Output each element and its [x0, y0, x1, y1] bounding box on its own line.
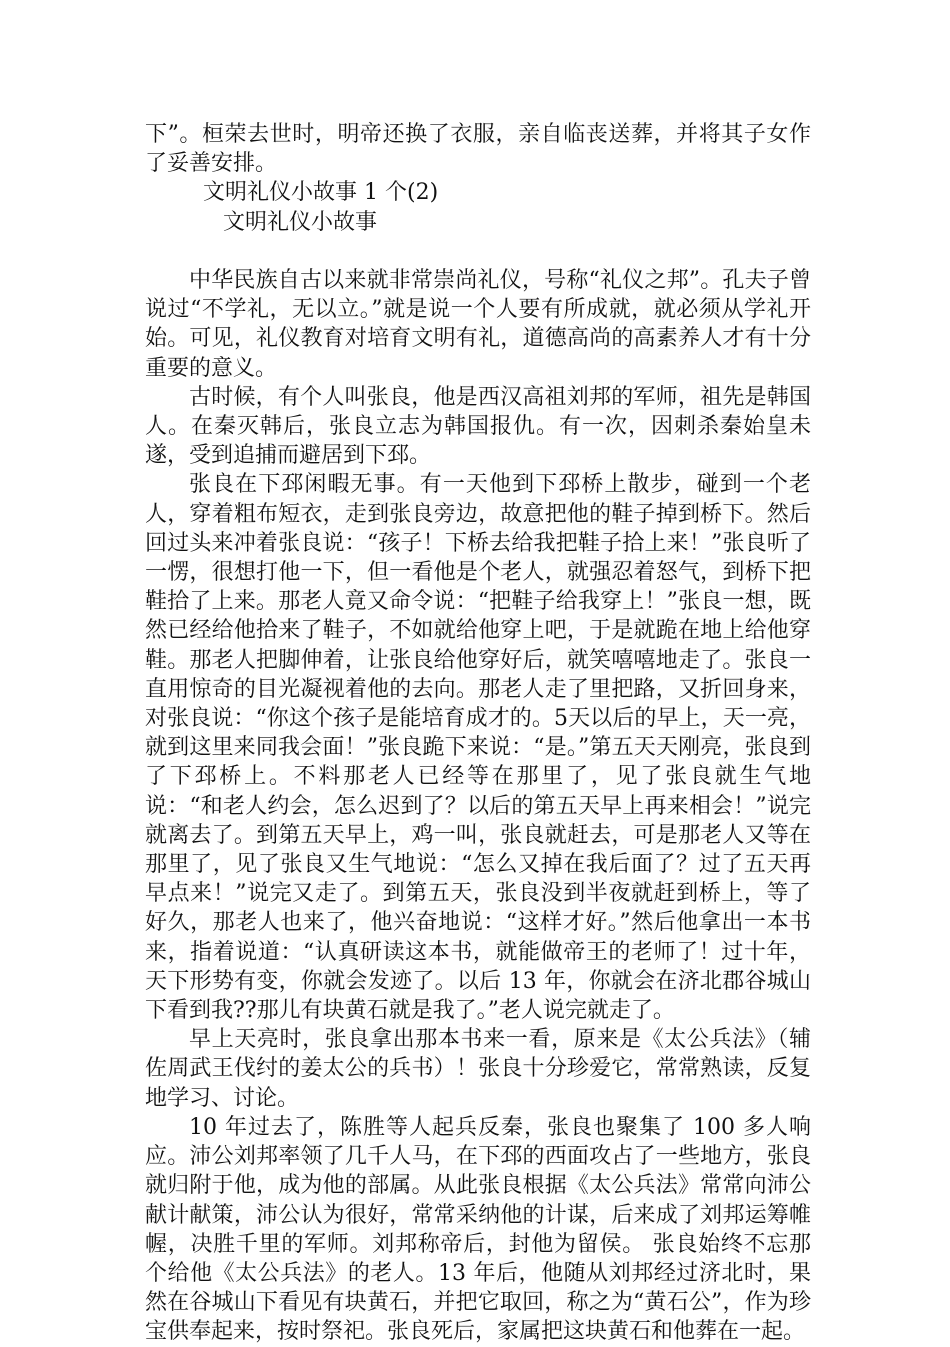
section-heading: 文明礼仪小故事 1 个(2)	[203, 180, 439, 206]
paragraph-bridge-story: 张良在下邳闲暇无事。有一天他到下邳桥上散步，碰到一个老人，穿着粗布短衣，走到张良旁边，故意把他的鞋子掉到桥下。然后回过头来冲着张良说：“孩子！下桥去给我把鞋子拾上来！”张良听了一愣，很想打他一下，但一看他是个老人，就强忍着怒气，到桥下把鞋拾了上来。那老人竟又命令说：“把鞋子给我穿上！”张良一想，既然已经给他拾来了鞋子，不如就给他穿上吧，于是就跪在地上给他穿鞋。那老人把脚伸着，让张良给他穿好后，就笑嘻嘻地走了。张良一直用惊奇的目光凝视着他的去向。那老人走了里把路，又折回身来，对张良说：“你这个孩子是能培育成才的。5天以后的早上，天一亮，就到这里来同我会面！”张良跪下来说：“是。”第五天天刚亮，张良到了下邳桥上。不料那老人已经等在那里了，见了张良就生气地说：“和老人约会，怎么迟到了？以后的第五天早上再来相会！”说完就离去了。到第五天早上，鸡一叫，张良就赶去，可是那老人又等在那里了，见了张良又生气地说：“怎么又掉在我后面了？过了五天再早点来！”说完又走了。到第五天，张良没到半夜就赶到桥上，等了好久，那老人也来了，他兴奋地说：“这样才好。”然后他拿出一本书来，指着说道：“认真研读这本书，就能做帝王的老师了！过十年，天下形势有变，你就会发迹了。以后 13 年，你就会在济北郡谷城山下看到我??那儿有块黄石就是我了。”老人说完就走了。	[145, 472, 811, 1024]
paragraph-zhang-liang-origin: 古时候，有个人叫张良，他是西汉高祖刘邦的军师，祖先是韩国人。在秦灭韩后，张良立志为韩国报仇。有一次，因刺杀秦始皇未遂，受到追捕而避居到下邳。	[145, 384, 811, 469]
intro-fragment: 下”。桓荣去世时，明帝还换了衣服，亲自临丧送葬，并将其子女作了妥善安排。	[145, 122, 811, 177]
paragraph-conclusion: 10 年过去了，陈胜等人起兵反秦，张良也聚集了 100 多人响应。沛公刘邦率领了几千人马，在下邳的西面攻占了一些地方，张良就归附于他，成为他的部属。从此张良根据《太公兵法》常常向沛公献计献策，沛公认为很好，常常采纳他的计谋，后来成了刘邦运筹帷幄，决胜千里的军师。刘邦称帝后，封他为留侯。 张良始终不忘那个给他《太公兵法》的老人。13 年后，他随从刘邦经过济北时，果然在谷城山下看见有块黄石，并把它取回，称之为“黄石公”，作为珍宝供奉起来，按时祭祀。张良死后，家属把这块黄石和他葬在一起。	[145, 1114, 811, 1345]
paragraph-book-discovery: 早上天亮时，张良拿出那本书来一看，原来是《太公兵法》（辅佐周武王伐纣的姜太公的兵书）！张良十分珍爱它，常常熟读，反复地学习、讨论。	[145, 1027, 811, 1111]
document-page	[145, 120, 811, 1347]
story-title: 文明礼仪小故事	[223, 209, 378, 235]
paragraph-intro: 中华民族自古以来就非常崇尚礼仪，号称“礼仪之邦”。孔夫子曾说过“不学礼，无以立。”就是说一个人要有所成就，就必须从学礼开始。可见，礼仪教育对培育文明有礼，道德高尚的高素养人才有十分重要的意义。	[145, 268, 811, 381]
blank-line	[145, 237, 811, 266]
